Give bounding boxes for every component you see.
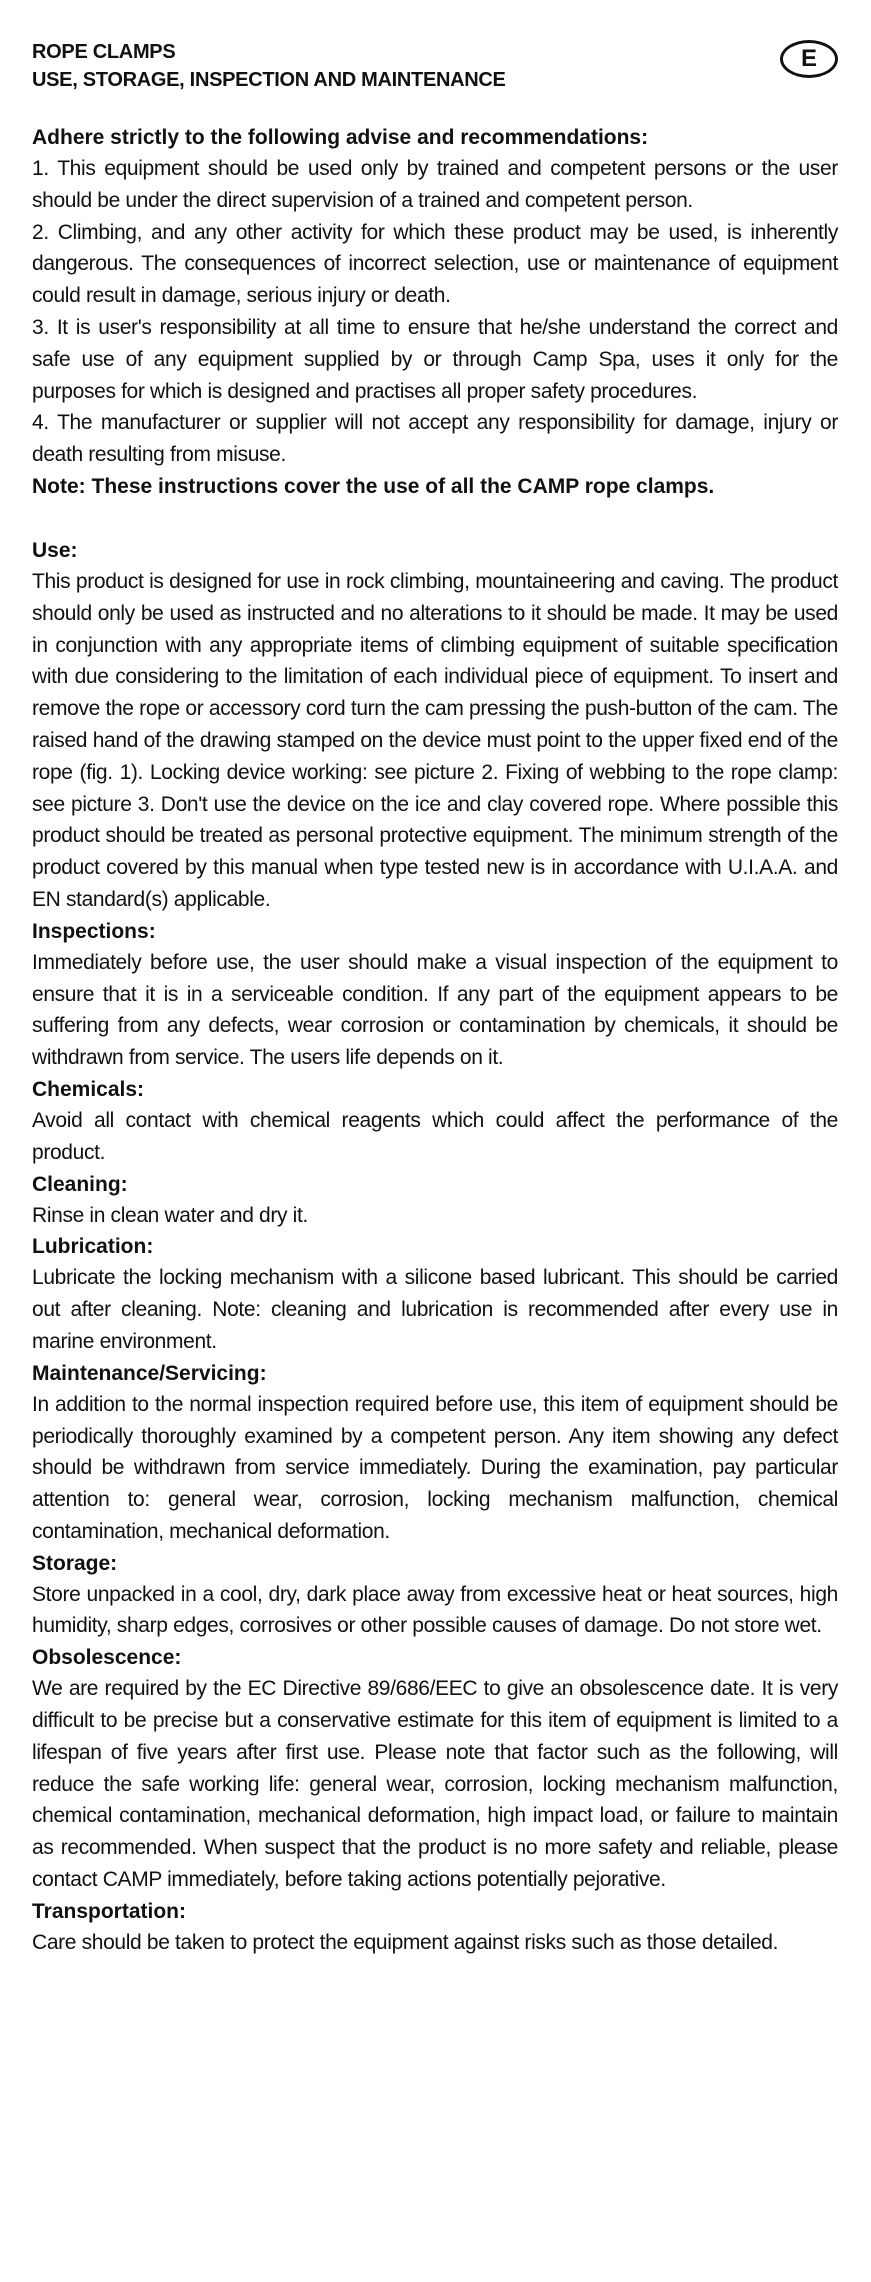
document-title-line1: ROPE CLAMPS [32, 41, 176, 63]
lubrication-heading: Lubrication: [32, 1235, 154, 1259]
document-page [32, 38, 838, 1959]
intro-heading: Adhere strictly to the following advise and recommendations: [32, 126, 649, 149]
maintenance-body: In addition to the normal inspection required before use, this item of equipment should be periodically thoroughly examined by a competent person. Any item showing any defect should be withdrawn from service immediately. During the examination, pay particular attention to: general wear, corrosion, locking mechanism malfunction, chemical contamination, mechanical deformation. [32, 1392, 838, 1543]
storage-body: Store unpacked in a cool, dry, dark place away from excessive heat or heat sources, high humidity, sharp edges, corrosives or other possible causes of damage. Do not store wet. [32, 1582, 838, 1638]
chemicals-body: Avoid all contact with chemical reagents which could affect the performance of the product. [32, 1108, 838, 1164]
document-header [32, 38, 838, 94]
use-heading: Use: [32, 538, 78, 562]
inspections-heading: Inspections: [32, 919, 156, 943]
transportation-body: Care should be taken to protect the equipment against risks such as those detailed. [32, 1930, 779, 1954]
document-title-line2: USE, STORAGE, INSPECTION AND MAINTENANCE [32, 69, 506, 91]
cleaning-body: Rinse in clean water and dry it. [32, 1203, 308, 1227]
intro-item-2: 2. Climbing, and any other activity for which these product may be used, is inherently dangerous. The consequences of incorrect selection, use or maintenance of equipment could result in damage, serious injury or death. [32, 220, 838, 308]
cleaning-heading: Cleaning: [32, 1172, 128, 1196]
transportation-heading: Transportation: [32, 1899, 187, 1923]
chemicals-heading: Chemicals: [32, 1077, 145, 1101]
inspections-body: Immediately before use, the user should make a visual inspection of the equipment to ensure that it is in a serviceable condition. If any part of the equipment appears to be suffering from any defects, wear corrosion or contamination by chemicals, it should be withdrawn from service. The users life depends on it. [32, 950, 838, 1070]
storage-heading: Storage: [32, 1551, 118, 1575]
maintenance-heading: Maintenance/Servicing: [32, 1361, 267, 1385]
use-body: This product is designed for use in rock climbing, mountaineering and caving. The product should only be used as instructed and no alterations to it should be made. It may be used in conjunction with any appropriate items of climbing equipment of suitable specification with due considering to the limitation of each individual piece of equipment. To insert and remove the rope or accessory cord turn the cam pressing the push-button of the cam. The raised hand of the drawing stamped on the device must point to the upper fixed end of the rope (fig. 1). Locking device working: see picture 2. Fixing of webbing to the rope clamp: see picture 3. Don't use the device on the ice and clay covered rope. Where possible this product should be treated as personal protective equipment. The minimum strength of the product covered by this manual when type tested new is in accordance with U.I.A.A. and EN standard(s) applicable. [32, 569, 838, 911]
intro-item-1: 1. This equipment should be used only by trained and competent persons or the user should be under the direct supervision of a trained and competent person. [32, 157, 838, 212]
intro-item-4: 4. The manufacturer or supplier will not accept any responsibility for damage, injury or death resulting from misuse. [32, 411, 838, 467]
intro-note: Note: These instructions cover the use of all the CAMP rope clamps. [32, 474, 715, 498]
intro-item-3: 3. It is user's responsibility at all time to ensure that he/she understand the correct and safe use of any equipment supplied by or through Camp Spa, uses it only for the purposes for which is designed and practises all proper safety procedures. [32, 315, 838, 403]
obsolescence-heading: Obsolescence: [32, 1646, 182, 1670]
obsolescence-body: We are required by the EC Directive 89/686/EEC to give an obsolescence date. It is very difficult to be precise but a conservative estimate for this item of equipment is limited to a lifespan of five years after first use. Please note that factor such as the following, will reduce the safe working life: general wear, corrosion, locking mechanism malfunction, chemical contamination, mechanical deformation, high impact load, or failure to maintain as recommended. When suspect that the product is no more safety and reliable, please contact CAMP immediately, before taking actions potentially pejorative. [32, 1677, 838, 1892]
language-badge: E [780, 40, 838, 78]
lubrication-body: Lubricate the locking mechanism with a silicone based lubricant. This should be carried out after cleaning. Note: cleaning and lubrication is recommended after every use in marine environment. [32, 1266, 838, 1353]
